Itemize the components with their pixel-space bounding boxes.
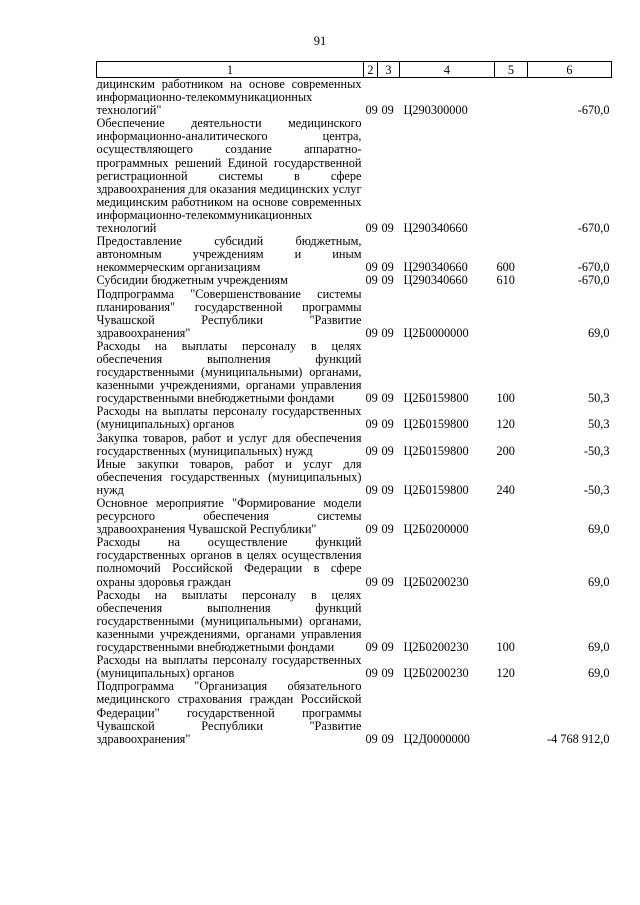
row-subsection: 09 [381, 640, 394, 655]
table-row [97, 497, 612, 536]
row-target-article: Ц290340660 [403, 273, 468, 288]
row-expense-type [495, 78, 528, 118]
row-target-article: Ц2Б0159800 [403, 417, 469, 432]
row-section: 09 [365, 391, 378, 406]
table-row [97, 536, 612, 588]
row-section: 09 [365, 260, 378, 275]
row-expense-type [495, 288, 528, 340]
row-expense-type [495, 680, 528, 745]
row-subsection: 09 [381, 417, 394, 432]
row-section: 09 [365, 640, 378, 655]
header-col-2: 2 [364, 62, 378, 78]
row-amount: -670,0 [577, 260, 610, 275]
row-amount: 69,0 [587, 522, 610, 537]
row-section: 09 [365, 574, 378, 589]
row-target-article: Ц2Б0159800 [403, 391, 469, 406]
row-expense-type: 600 [496, 260, 515, 275]
row-name: Расходы на выплаты персоналу в целях обеспечения выполнения функций государственными (муниципальными) органами, казенными учреждениями, органами управления государственными внебюджетными фондами [96, 587, 362, 655]
table-row [97, 405, 612, 431]
row-subsection: 09 [381, 574, 394, 589]
row-amount: -50,3 [583, 443, 610, 458]
table-row [97, 288, 612, 340]
page-number: 91 [313, 34, 327, 48]
row-name: Обеспечение деятельности медицинского информационно-аналитического центра, осуществляющего создание аппаратно-программных решений Единой государственной регистрационной системы в сфере здравоохранения для оказания медицинских услуг медицинским работником на основе современных информационно-телекоммуникационных технологий [96, 116, 362, 236]
row-target-article: Ц2Б0159800 [403, 443, 469, 458]
row-subsection: 09 [381, 260, 394, 275]
row-target-article: Ц2Б0200230 [403, 640, 469, 655]
row-name: Предоставление субсидий бюджетным, автономным учреждениям и иным некоммерческим организациям [96, 234, 362, 275]
row-expense-type: 100 [496, 391, 515, 406]
row-name: Основное мероприятие "Формирование модели ресурсного обеспечения системы здравоохранения Чувашской Республики" [96, 496, 362, 537]
row-subsection: 09 [381, 103, 394, 118]
row-amount: 69,0 [587, 325, 610, 340]
row-amount: -670,0 [577, 273, 610, 288]
row-amount: -670,0 [577, 103, 610, 118]
row-amount: 50,3 [587, 391, 610, 406]
row-expense-type: 200 [496, 443, 515, 458]
row-subsection: 09 [381, 273, 394, 288]
table-row [97, 274, 612, 287]
row-name: Подпрограмма "Совершенствование системы планирования" государственной программы Чувашской Республики "Развитие здравоохранения" [96, 286, 362, 340]
row-name: Расходы на выплаты персоналу государственных (муниципальных) органов [96, 404, 362, 432]
table-row [97, 654, 612, 680]
row-target-article: Ц2Б0200230 [403, 666, 469, 681]
row-amount: -50,3 [583, 482, 610, 497]
table-body [97, 78, 612, 746]
row-name: Иные закупки товаров, работ и услуг для обеспечения государственных (муниципальных) нужд [96, 456, 362, 497]
row-section: 09 [365, 522, 378, 537]
row-amount: 50,3 [587, 417, 610, 432]
row-name: Закупка товаров, работ и услуг для обеспечения государственных (муниципальных) нужд [96, 430, 362, 458]
row-subsection: 09 [381, 443, 394, 458]
header-col-6: 6 [528, 62, 612, 78]
row-subsection: 09 [381, 391, 394, 406]
table-header [97, 62, 612, 78]
table-row [97, 235, 612, 274]
row-section: 09 [365, 221, 378, 236]
header-col-1: 1 [97, 62, 364, 78]
table-row [97, 340, 612, 405]
row-section: 09 [365, 103, 378, 118]
table-row [97, 432, 612, 458]
row-subsection: 09 [381, 666, 394, 681]
row-section: 09 [365, 417, 378, 432]
header-col-3: 3 [378, 62, 400, 78]
row-amount: -4 768 912,0 [546, 731, 610, 746]
row-expense-type [495, 497, 528, 536]
row-target-article: Ц290340660 [403, 221, 468, 236]
row-amount: 69,0 [587, 640, 610, 655]
row-name: Расходы на выплаты персоналу государственных (муниципальных) органов [96, 653, 362, 681]
row-section: 09 [365, 482, 378, 497]
row-name: Расходы на осуществление функций государственных органов в целях осуществления полномочий Российской Федерации в сфере охраны здоровья граждан [96, 535, 362, 589]
table-row [97, 680, 612, 745]
budget-table [96, 61, 612, 746]
header-col-5: 5 [495, 62, 528, 78]
table-row [97, 117, 612, 235]
row-target-article: Ц2Б0200230 [403, 574, 469, 589]
row-target-article: Ц2Б0000000 [403, 325, 469, 340]
row-target-article: Ц2Д0000000 [403, 731, 470, 746]
table-row [97, 589, 612, 654]
table-row [97, 458, 612, 497]
row-name: Субсидии бюджетным учреждениям [96, 273, 288, 288]
row-subsection: 09 [381, 731, 394, 746]
row-subsection: 09 [381, 221, 394, 236]
row-subsection: 09 [381, 482, 394, 497]
row-expense-type: 120 [496, 666, 515, 681]
row-subsection: 09 [381, 325, 394, 340]
row-expense-type: 610 [496, 273, 515, 288]
row-name: Расходы на выплаты персоналу в целях обеспечения выполнения функций государственными (муниципальными) органами, казенными учреждениями, органами управления государственными внебюджетными фондами [96, 338, 362, 406]
row-target-article: Ц2Б0200000 [403, 522, 469, 537]
row-amount: 69,0 [587, 666, 610, 681]
table-row [97, 78, 612, 118]
row-expense-type: 100 [496, 640, 515, 655]
row-amount: -670,0 [577, 221, 610, 236]
row-name: Подпрограмма "Организация обязательного медицинского страхования граждан Российской Федерации" государственной программы Чувашской Республики "Развитие здравоохранения" [96, 679, 362, 746]
row-target-article: Ц290340660 [403, 260, 468, 275]
row-target-article: Ц290300000 [403, 103, 468, 118]
row-section: 09 [365, 273, 378, 288]
row-section: 09 [365, 443, 378, 458]
row-expense-type [495, 117, 528, 235]
row-section: 09 [365, 731, 378, 746]
header-col-4: 4 [400, 62, 495, 78]
row-expense-type: 120 [496, 417, 515, 432]
row-subsection: 09 [381, 522, 394, 537]
row-expense-type [495, 536, 528, 588]
row-amount: 69,0 [587, 574, 610, 589]
row-expense-type: 240 [496, 482, 515, 497]
row-name: дицинским работником на основе современных информационно-телекоммуникационных технологий" [96, 77, 362, 118]
row-target-article: Ц2Б0159800 [403, 482, 469, 497]
row-section: 09 [365, 666, 378, 681]
row-section: 09 [365, 325, 378, 340]
